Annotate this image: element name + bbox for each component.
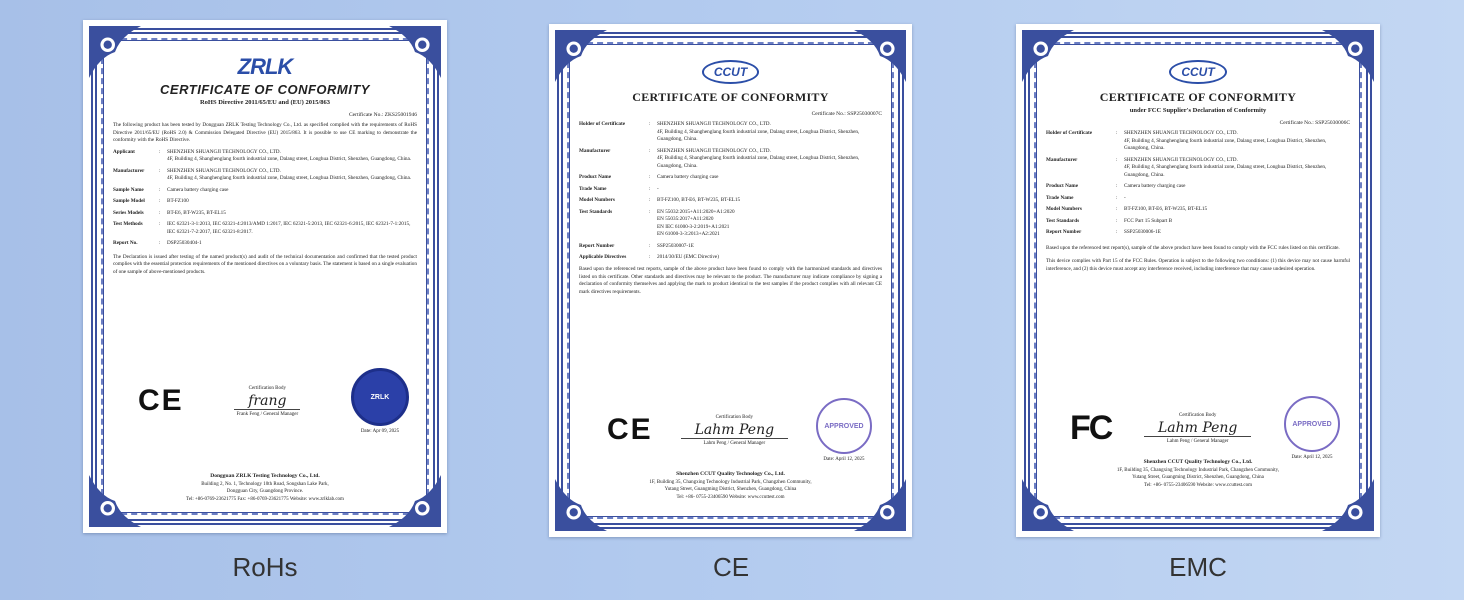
- footer-address-2: Dongguan City, Guangdong Province.: [226, 489, 304, 494]
- certificate-date: Date: April 12, 2025: [823, 457, 865, 462]
- emc-certificate: [1016, 24, 1380, 537]
- field-value: SSP25030006-1E: [1124, 229, 1161, 236]
- field-value: SHENZHEN SHUANGJI TECHNOLOGY CO., LTD. 4F, Building 4, Shanghenglang fourth industrial zone, Dalang street, Longhua District, Shenzhen, Guangdong, China.: [167, 148, 412, 163]
- certificate-number: Certificate No.: SSP25030006C: [1279, 120, 1350, 126]
- field-label: Holder of Certificate: [1046, 130, 1092, 136]
- field-value: 2014/30/EU (EMC Directive): [657, 254, 719, 261]
- certification-body-label: Certification Body: [1178, 412, 1217, 418]
- footer-address-1: 1F, Building 35, Changxing Technology Industrial Park, Changzhen Community,: [649, 479, 812, 485]
- field-row: [1046, 206, 1350, 214]
- certificate-title: CERTIFICATE OF CONFORMITY: [160, 82, 370, 97]
- field-label: Holder of Certificate: [579, 121, 625, 127]
- field-value: -: [657, 185, 659, 192]
- approved-seal: APPROVED: [1284, 396, 1340, 452]
- seal-block: [1284, 396, 1340, 460]
- certificate-date: Date: Apr 09, 2025: [360, 429, 400, 434]
- ce-mark: CE: [138, 384, 184, 417]
- footer-company: Dongguan ZRLK Testing Technology Co., Ltd.: [210, 473, 320, 480]
- field-row: [1046, 157, 1350, 180]
- field-colon: :: [649, 174, 651, 181]
- footer-contact: Tel: +86-0769-23621775 Fax: +86-0769-23621775 Website: www.zrlklab.com: [186, 496, 344, 502]
- field-row: [113, 149, 417, 164]
- ccut-logo: CCUT: [702, 60, 759, 84]
- signature-row: [113, 368, 417, 434]
- field-label: Manufacturer: [579, 147, 611, 154]
- field-value: SHENZHEN SHUANGJI TECHNOLOGY CO., LTD. 4F, Building 4, Shanghenglang fourth industrial zone, Dalang street, Longhua District, Shenzhen, Guangdong, China.: [1124, 156, 1327, 178]
- field-colon: :: [649, 121, 651, 127]
- field-label: Manufacturer: [1046, 156, 1078, 163]
- footer-company: Shenzhen CCUT Quality Technology Co., Ltd.: [1143, 459, 1253, 466]
- rohs-certificate: [83, 20, 447, 533]
- field-value: DSP25030404-1: [167, 240, 202, 247]
- field-label: Sample Name: [113, 186, 144, 193]
- field-row: [579, 174, 882, 182]
- field-label: Product Name: [1046, 183, 1079, 190]
- zrlk-logo: ZRLK: [237, 54, 293, 79]
- field-row: [113, 240, 417, 248]
- ce-fields: [579, 121, 882, 262]
- fcc-mark: FC: [1070, 408, 1112, 447]
- field-value: IEC 62321-3-1:2013, IEC 62321-4:2013/AMD 1:2017, IEC 62321-5:2013, IEC 62321-6:2015, IEC 62321-7-1:2015, IEC 62321-7-2:2017, IEC 62321-8:2017.: [167, 221, 411, 235]
- field-colon: :: [159, 186, 161, 193]
- field-label: Model Numbers: [579, 197, 615, 204]
- field-value: SSP25030007-1E: [657, 242, 694, 249]
- field-row: [579, 121, 882, 144]
- field-row: [579, 197, 882, 205]
- signature: frang: [234, 393, 300, 410]
- footer-contact: Tel: +86- 0755-23406590 Website: www.ccuttest.com: [676, 494, 785, 500]
- certificate-declaration: The Declaration is issued after testing of the named product(s) and audit of the technical documentation and confirmed that the tested product complies with the essential protection requirements of the mentioned directives on a voluntary basis. The statement is based on a single evaluation of one sample of above-mentioned products.: [113, 253, 417, 275]
- certificate-declaration-2: This device complies with Part 15 of the FCC Rules. Operation is subject to the following two conditions: (1) this device may not cause harmful interference, and (2) this device must accept any interference received, including interference that may cause undesired operation.: [1046, 258, 1350, 272]
- field-value: SHENZHEN SHUANGJI TECHNOLOGY CO., LTD. 4F, Building 4, Shanghenglang fourth industrial zone, Dalang street, Longhua District, Shenzhen, Guangdong, China.: [1124, 130, 1327, 152]
- field-colon: :: [1116, 130, 1118, 136]
- field-label: Sample Model: [113, 198, 145, 205]
- signature: Lahm Peng: [681, 422, 788, 439]
- field-colon: :: [1116, 183, 1118, 190]
- footer-address-1: Building 2, No. 1, Technology 10th Road, Songshan Lake Park,: [201, 481, 329, 487]
- field-value: BT-FZ100, BT-E6, BT-W235, BT-EL15: [657, 197, 741, 204]
- field-colon: :: [1116, 156, 1118, 163]
- field-label: Manufacturer: [113, 167, 145, 174]
- field-label: Report Number: [579, 242, 615, 249]
- certification-body-label: Certification Body: [715, 414, 754, 420]
- field-row: [579, 148, 882, 171]
- field-row: [113, 168, 417, 183]
- caption-rohs: RoHs: [232, 552, 298, 582]
- signature: Lahm Peng: [1144, 420, 1251, 437]
- certificate-declaration: Based upon the referenced test reports, sample of the above product have been found to comply with the harmonized standards and directives listed on this certificate. Other standards and directives may be relevant to the product. The manufacturer may indicate compliance by signing a declaration of conformity themselves and applying the mark to product identical to the test samples if the product complies with all relevant CE mark directives requirements.: [579, 265, 882, 295]
- field-value: EN 55032:2015+A11:2020+A1:2020 EN 55035:2017+A11:2020 EN IEC 61000-3-2:2019+A1:2021 EN 61000-3-3:2013+A2:2021: [657, 208, 735, 238]
- field-value: BT-E6, BT-W235, BT-EL15: [167, 209, 226, 216]
- certificate-subtitle: RoHS Directive 2011/65/EU and (EU) 2015/863: [199, 99, 331, 106]
- seal-block: [351, 368, 409, 434]
- field-row: [113, 198, 417, 206]
- field-label: Applicable Directives: [579, 254, 627, 261]
- field-colon: :: [1116, 194, 1118, 201]
- signature-block: [681, 415, 788, 446]
- ce-certificate: [549, 24, 912, 537]
- field-label: Test Standards: [1046, 217, 1080, 224]
- field-label: Test Standards: [579, 208, 613, 215]
- certificate-date: Date: April 12, 2025: [1291, 455, 1333, 460]
- field-colon: :: [159, 148, 161, 155]
- field-label: Applicant: [113, 148, 135, 155]
- certificate-footer: [113, 472, 417, 503]
- field-row: [113, 210, 417, 218]
- field-colon: :: [649, 185, 651, 192]
- certificate-subtitle: under FCC Supplier's Declaration of Conformity: [1129, 107, 1267, 114]
- field-row: [579, 243, 882, 251]
- field-row: [1046, 130, 1350, 153]
- field-colon: :: [159, 240, 161, 247]
- ce-mark: CE: [607, 413, 653, 446]
- field-colon: :: [159, 221, 161, 228]
- field-label: Trade Name: [579, 185, 607, 192]
- field-value: FCC Part 15 Subpart B: [1124, 217, 1173, 224]
- field-colon: :: [159, 209, 161, 216]
- signature-block: [234, 386, 300, 417]
- field-colon: :: [1116, 229, 1118, 236]
- footer-contact: Tel: +86- 0755-23406590 Website: www.ccuttest.com: [1143, 482, 1253, 488]
- signature-row: [1046, 396, 1350, 460]
- field-label: Product Name: [579, 174, 612, 181]
- field-value: -: [1124, 194, 1126, 201]
- zrlk-seal: ZRLK: [351, 368, 409, 426]
- field-value: Camera battery charging case: [657, 174, 719, 181]
- field-value: BT-FZ100, BT-E6, BT-W235, BT-EL15: [1124, 206, 1208, 213]
- footer-company: Shenzhen CCUT Quality Technology Co., Ltd.: [676, 471, 785, 478]
- certification-body-label: Certification Body: [248, 385, 287, 391]
- field-label: Series Models: [113, 209, 144, 216]
- signer-name: Frank Feng / General Manager: [236, 411, 299, 417]
- field-colon: :: [649, 208, 651, 215]
- rohs-fields: [113, 149, 417, 248]
- field-value: Camera battery charging case: [1124, 183, 1186, 190]
- emc-fields: [1046, 130, 1350, 237]
- certificate-title: CERTIFICATE OF CONFORMITY: [632, 90, 829, 104]
- field-row: [579, 254, 882, 262]
- approved-seal: APPROVED: [816, 398, 872, 454]
- signature-row: [579, 398, 882, 462]
- field-colon: :: [649, 242, 651, 249]
- footer-address-2: Yutang Street, Guangming District, Shenzhen, Guangdong, China: [1132, 475, 1264, 480]
- seal-block: [816, 398, 872, 462]
- certificate-intro: The following product has been tested by Dongguan ZRLK Testing Technology Co., Ltd. as specified complied with the requirements of RoHS Directive 2011/65/EU (RoHS 2.0) & Commission Delegated Directive (EU) 2015/863. It is possible to use CE marking to demonstrate the conformity with the RoHS Directive.: [113, 122, 417, 144]
- certificate-footer: [579, 470, 882, 501]
- field-row: [1046, 183, 1350, 191]
- field-row: [1046, 218, 1350, 226]
- field-colon: :: [159, 198, 161, 205]
- certificate-declaration: Based upon the referenced test report(s), sample of the above product have been found to comply with the FCC rules listed on this certificate.: [1046, 244, 1340, 251]
- caption-ce: CE: [712, 552, 750, 582]
- field-row: [113, 221, 417, 236]
- field-label: Model Numbers: [1046, 206, 1082, 213]
- certificate-number: Certificate No.: SSP25030007C: [811, 111, 882, 117]
- certificate-footer: [1046, 458, 1350, 489]
- field-row: [1046, 195, 1350, 203]
- field-colon: :: [1116, 206, 1118, 213]
- field-row: [579, 209, 882, 239]
- field-colon: :: [649, 254, 651, 261]
- field-colon: :: [159, 167, 161, 174]
- field-value: SHENZHEN SHUANGJI TECHNOLOGY CO., LTD. 4F, Building 4, Shanghenglang fourth industrial zone, Dalang street, Longhua District, Shenzhen, Guangdong, China.: [167, 167, 412, 182]
- field-label: Report No.: [113, 240, 138, 247]
- field-label: Test Methods: [113, 221, 143, 228]
- field-row: [113, 187, 417, 195]
- field-row: [1046, 229, 1350, 237]
- signer-name: Lahm Peng / General Manager: [1166, 438, 1229, 444]
- field-colon: :: [649, 147, 651, 154]
- signer-name: Lahm Peng / General Manager: [703, 440, 766, 446]
- certificate-title: CERTIFICATE OF CONFORMITY: [1099, 90, 1297, 104]
- caption-emc: EMC: [1169, 552, 1227, 582]
- field-value: SHENZHEN SHUANGJI TECHNOLOGY CO., LTD. 4F, Building 4, Shanghenglang fourth industrial zone, Dalang street, Longhua District, Shenzhen, Guangdong, China.: [657, 121, 860, 143]
- field-label: Report Number: [1046, 229, 1082, 236]
- field-row: [579, 186, 882, 194]
- field-label: Trade Name: [1046, 194, 1074, 201]
- ccut-logo: CCUT: [1169, 60, 1226, 84]
- field-value: BT-FZ100: [167, 198, 189, 205]
- footer-address-1: 1F, Building 35, Changxing Technology Industrial Park, Changzhen Community,: [1116, 467, 1280, 473]
- signature-block: [1144, 413, 1251, 444]
- field-value: SHENZHEN SHUANGJI TECHNOLOGY CO., LTD. 4F, Building 4, Shanghenglang fourth industrial zone, Dalang street, Longhua District, Shenzhen, Guangdong, China.: [657, 147, 860, 169]
- footer-address-2: Yutang Street, Guangming District, Shenzhen, Guangdong, China: [664, 487, 797, 492]
- field-value: Camera battery charging case: [167, 186, 229, 193]
- certificate-number: Certificate No.: ZKS25001946: [349, 112, 417, 118]
- field-colon: :: [1116, 217, 1118, 224]
- field-colon: :: [649, 197, 651, 204]
